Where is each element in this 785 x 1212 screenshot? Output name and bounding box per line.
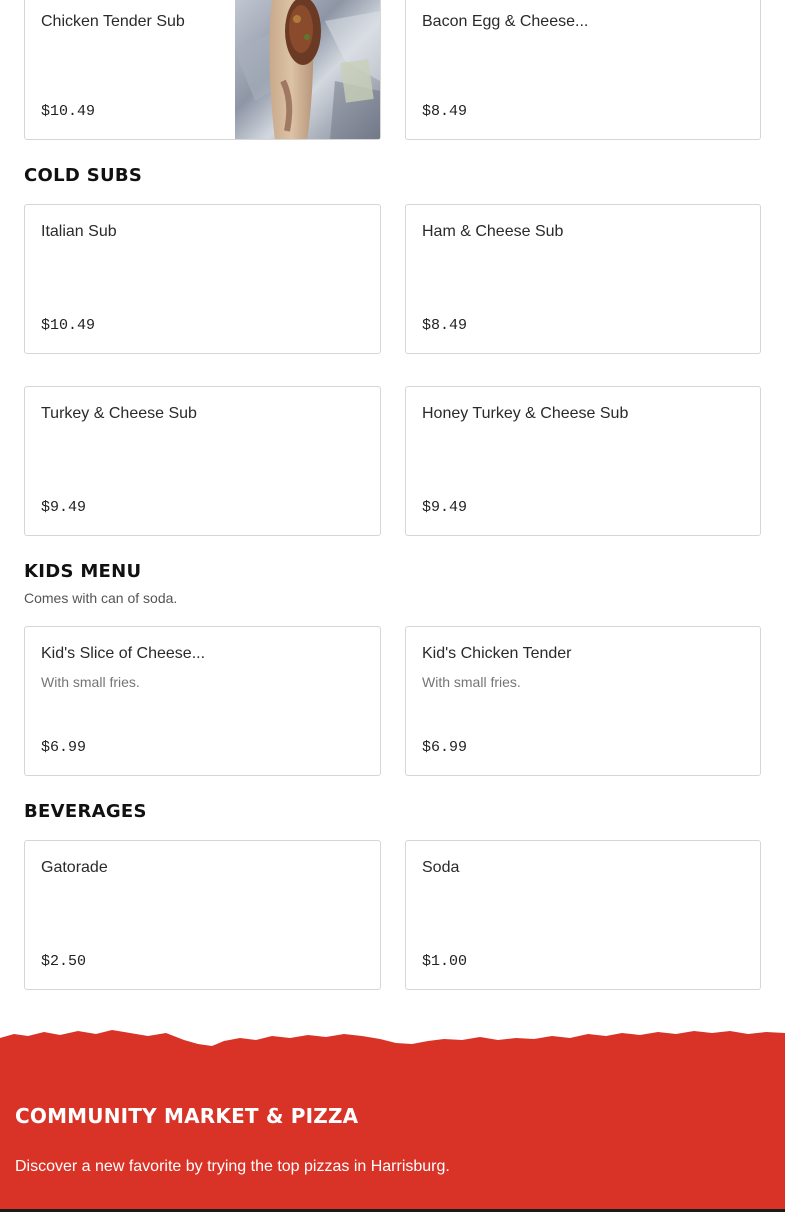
menu-item-name: Honey Turkey & Cheese Sub [422,405,629,422]
menu-item-card[interactable] [24,386,381,536]
section-description: Comes with can of soda. [24,590,178,606]
section-title-beverages: BEVERAGES [24,801,147,822]
menu-item-card[interactable] [405,386,761,536]
menu-item-description: With small fries. [41,674,140,690]
menu-item-card[interactable] [24,626,381,776]
menu-item-name: Italian Sub [41,223,117,240]
menu-item-price: $10.49 [41,317,96,334]
menu-item-card[interactable] [405,204,761,354]
site-footer [0,1028,785,1212]
menu-item-name: Turkey & Cheese Sub [41,405,197,422]
menu-item-card[interactable] [24,840,381,990]
menu-item-name: Chicken Tender Sub [41,13,185,30]
menu-item-price: $9.49 [41,499,87,516]
menu-item-price: $6.99 [422,739,468,756]
menu-item-photo [235,0,380,139]
section-title-cold-subs: COLD SUBS [24,165,143,186]
menu-item-card[interactable] [405,626,761,776]
sub-sandwich-photo [235,0,380,139]
menu-item-name: Kid's Chicken Tender [422,645,572,662]
menu-item-name: Kid's Slice of Cheese... [41,645,206,662]
menu-item-price: $8.49 [422,317,468,334]
menu-item-card[interactable] [405,0,761,140]
menu-item-name: Gatorade [41,859,108,876]
menu-item-price: $8.49 [422,103,468,120]
menu-item-price: $1.00 [422,953,468,970]
menu-item-price: $9.49 [422,499,468,516]
menu-item-name: Ham & Cheese Sub [422,223,564,240]
menu-item-name: Bacon Egg & Cheese... [422,13,589,30]
footer-tagline: Discover a new favorite by trying the top pizzas in Harrisburg. [15,1158,450,1175]
menu-item-card[interactable] [24,0,381,140]
menu-item-description: With small fries. [422,674,521,690]
menu-item-card[interactable] [405,840,761,990]
menu-item-price: $6.99 [41,739,87,756]
menu-item-name: Soda [422,859,460,876]
section-title-kids-menu: KIDS MENU [24,561,142,582]
menu-item-price: $10.49 [41,103,96,120]
footer-title: COMMUNITY MARKET & PIZZA [15,1104,359,1128]
menu-item-card[interactable] [24,204,381,354]
menu-item-price: $2.50 [41,953,87,970]
